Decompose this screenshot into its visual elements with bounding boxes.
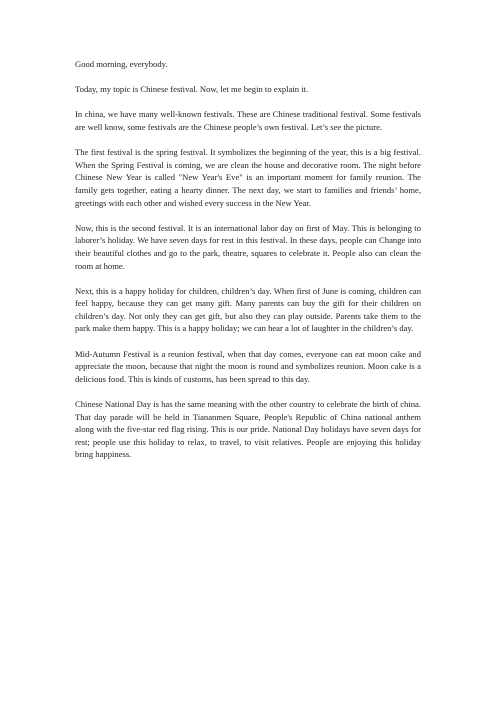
paragraph-childrens-day: Next, this is a happy holiday for children, children’s day. When first of June is coming, children can feel happy, because they can get many gift. Many parents can buy the gift for their children on children’s day. Not only they can get gift, but also they can play outside. Parents take them to the park make them happy. This is a happy holiday; we can hear a lot of laughter in the children’s day. — [75, 285, 421, 334]
greeting-line: Good morning, everybody. — [75, 59, 168, 69]
document-body — [75, 58, 421, 474]
paragraph-mid-autumn: Mid-Autumn Festival is a reunion festival, when that day comes, everyone can eat moon cake and appreciate the moon, because that night the moon is round and symbolizes reunion. Moon cake is a delicious food. This is kinds of customs, has been spread to this day. — [75, 348, 421, 384]
paragraph-overview: In china, we have many well-known festivals. These are Chinese traditional festival. Some festivals are well know, some festivals are the Chinese people’s own festival. Let’s see the picture. — [75, 109, 421, 132]
paragraph-intro: Today, my topic is Chinese festival. Now, let me begin to explain it. — [75, 84, 309, 95]
paragraph-national-day: Chinese National Day is has the same meaning with the other country to celebrate the birth of china. That day parade will be held in Tiananmen Square, People's Republic of China national anthem along with the five-star red flag rising. This is our pride. National Day holidays have seven days for rest; people use this holiday to relax, to travel, to visit relatives. People are enjoying this holiday bring happiness. — [75, 399, 421, 460]
paragraph-spring-festival: The first festival is the spring festival. It symbolizes the beginning of the year, this is a big festival. When the Spring Festival is coming, we are clean the house and decorative room. The night before Chinese New Year is called "New Year's Eve" is an important moment for family reunion. The family gets together, eating a hearty dinner. The next day, we start to families and friends’ home, greetings with each other and wished every success in the New Year. — [75, 147, 421, 208]
paragraph-labor-day: Now, this is the second festival. It is an international labor day on first of May. This is belonging to laborer’s holiday. We have seven days for rest in this festival. In these days, people can Change into their beautiful clothes and go to the park, theatre, squares to celebrate it. People also can clean the room at home. — [75, 222, 421, 271]
